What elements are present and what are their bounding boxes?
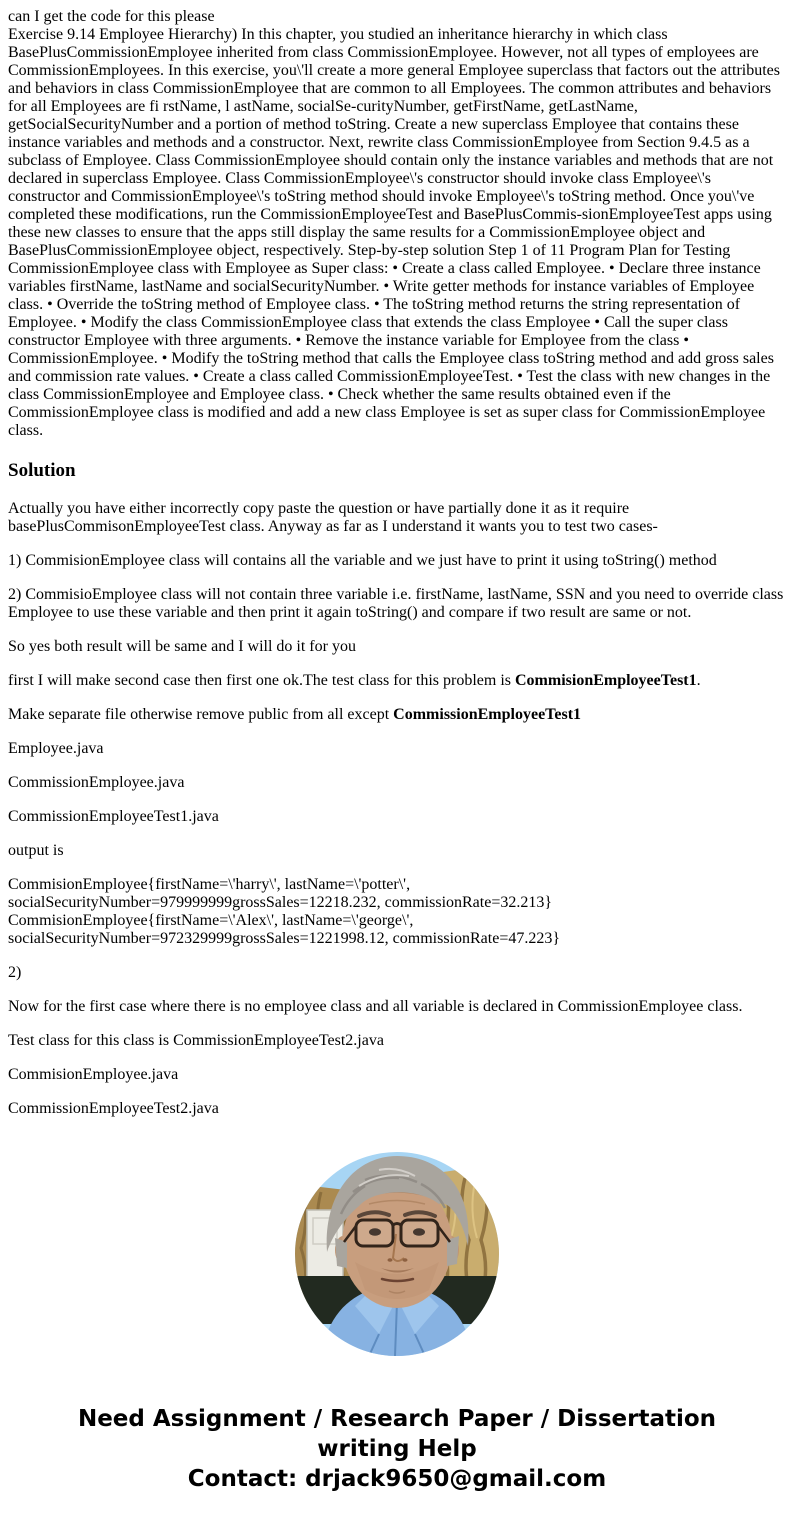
- file-name-test1: CommissionEmployeeTest1.java: [8, 808, 219, 825]
- test-class-note-text: first I will make second case then first one ok.The test class for this problem is: [8, 672, 515, 689]
- banner-contact-email: Contact: drjack9650@gmail.com: [187, 1466, 607, 1492]
- output-line: socialSecurityNumber=972329999grossSales=1221998.12, commissionRate=47.223}: [8, 930, 561, 947]
- output-label: output is: [8, 842, 64, 859]
- test-class-note-suffix: .: [696, 672, 701, 689]
- question-paragraph: [8, 8, 786, 440]
- exercise-question: Exercise 9.14 Employee Hierarchy) In this chapter, you studied an inheritance hierarchy in which class BasePlusCommissionEmployee inherited from class CommissionEmployee. However, not all types of employees are CommissionEmployees. In this exercise, you\'ll create a more general Employee superclass that factors out the attributes and behaviors in class CommissionEmployee that are common to all Employees. The common attributes and behaviors for all Employees are fi rstName, l astName, socialSe-curityNumber, getFirstName, getLastName, getSocialSecurityNumber and a portion of method toString. Create a new superclass Employee that contains these instance variables and methods and a constructor. Next, rewrite class CommissionEmployee from Section 9.4.5 as a subclass of Employee. Class CommissionEmployee should contain only the instance variables and methods that are not declared in superclass Employee. Class CommissionEmployee\'s constructor should invoke class Employee\'s constructor and CommissionEmployee\'s toString method should invoke Employee\'s toString method. Once you\'ve completed these modifications, run the CommissionEmployeeTest and BasePlusCommis-sionEmployeeTest apps using these new classes to ensure that the apps still display the same results for a CommissionEmployee object and BasePlusCommissionEmployee object, respectively. Step-by-step solution Step 1 of 11 Program Plan for Testing CommissionEmployee class with Employee as Super class: • Create a class called Employee. • Declare three instance variables firstName, lastName and socialSecurityNumber. • Write getter methods for instance variables of Employee class. • Override the toString method of Employee class. • The toString method returns the string representation of Employee. • Modify the class CommissionEmployee class that extends the class Employee • Call the super class constructor Employee with three arguments. • Remove the instance variable for Employee from the class • CommissionEmployee. • Modify the toString method that calls the Employee class toString method and add gross sales and commission rate values. • Create a class called CommissionEmployeeTest. • Test the class with new changes in the class CommissionEmployee and Employee class. • Check whether the same results obtained even if the CommissionEmployee class is modified and add a new class Employee is set as super class for CommissionEmployee class.: [8, 26, 780, 439]
- solution-test-class-note: [8, 672, 786, 690]
- case2-label: 2): [8, 964, 22, 981]
- solution-case1-summary: 1) CommisionEmployee class will contains all the variable and we just have to print it using toString() method: [8, 552, 717, 569]
- file-name-commision-employee: CommisionEmployee.java: [8, 1066, 179, 1083]
- banner-headline-line2: writing Help: [317, 1436, 477, 1462]
- solution-conclusion: So yes both result will be same and I will do it for you: [8, 638, 356, 655]
- file-name-employee: Employee.java: [8, 740, 104, 757]
- test-class-name: CommisionEmployeeTest1: [514, 672, 697, 689]
- separate-file-note-text: Make separate file otherwise remove public from all except: [8, 706, 394, 723]
- output-line: socialSecurityNumber=979999999grossSales=12218.232, commissionRate=32.213}: [8, 894, 553, 911]
- output-line: CommisionEmployee{firstName=\'harry\', lastName=\'potter\',: [8, 876, 411, 893]
- solution-paragraph-intro: Actually you have either incorrectly copy paste the question or have partially done it as it require basePlusCommisonEmployeeTest class. Anyway as far as I understand it wants you to test two cases-: [8, 500, 658, 535]
- file-name-test2: CommissionEmployeeTest2.java: [8, 1100, 219, 1117]
- profile-photo: [295, 1152, 499, 1356]
- file-name-commission-employee: CommissionEmployee.java: [8, 774, 185, 791]
- help-banner: [17, 1404, 777, 1494]
- solution-heading: Solution: [8, 460, 76, 481]
- separate-file-note: [8, 706, 786, 724]
- intro-line: can I get the code for this please: [8, 8, 215, 25]
- case2-description: Now for the first case where there is no employee class and all variable is declared in CommissionEmployee class.: [8, 998, 743, 1015]
- avatar: [8, 1152, 786, 1356]
- public-class-name: CommissionEmployeeTest1: [393, 706, 582, 723]
- program-output: [8, 876, 786, 948]
- banner-headline-line1: Need Assignment / Research Paper / Dissertation: [77, 1406, 717, 1432]
- output-line: CommisionEmployee{firstName=\'Alex\', lastName=\'george\',: [8, 912, 414, 929]
- solution-case2-summary: 2) CommisioEmployee class will not contain three variable i.e. firstName, lastName, SSN and you need to override class Employee to use these variable and then print it again toString() and compare if two result are same or not.: [8, 586, 784, 621]
- case2-test-class: Test class for this class is CommissionEmployeeTest2.java: [8, 1032, 384, 1049]
